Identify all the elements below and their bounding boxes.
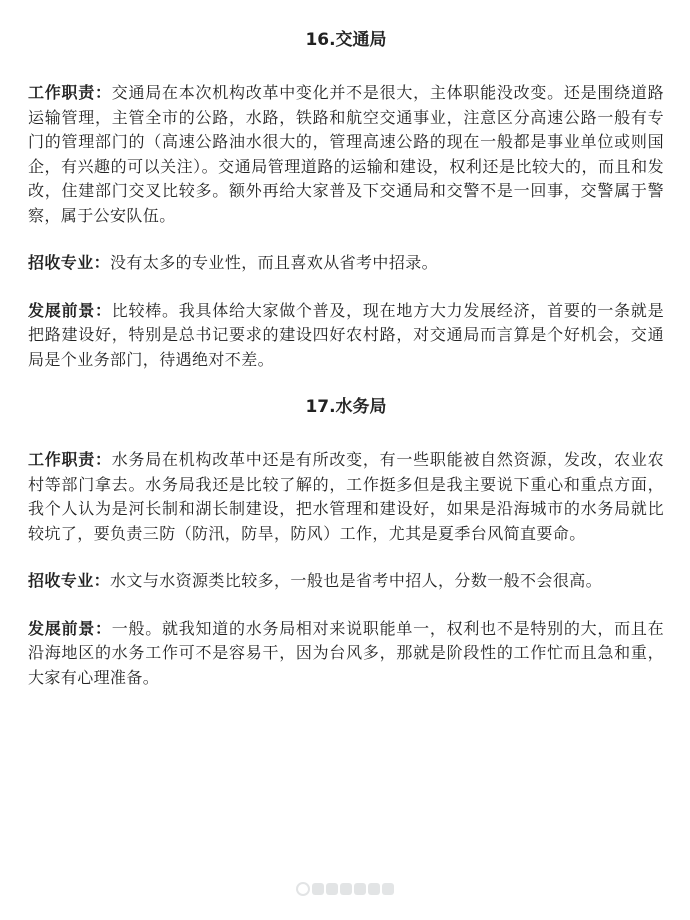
section-title: 17.水务局	[305, 397, 387, 417]
paragraph-text: 水务局在机构改革中还是有所改变，有一些职能被自然资源，发改，农业农村等部门拿去。水务局我还是比较了解的，工作挺多但是我主要说下重心和重点方面，我个人认为是河长制和湖长制建设，把水管理和建设好，如果是沿海城市的水务局就比较坑了，要负责三防（防汛，防旱，防风）工作，尤其是夏季台风简直要命。	[28, 450, 664, 543]
watermark-glyph	[340, 883, 352, 895]
paragraph-label: 发展前景：	[28, 618, 112, 638]
section-title: 16.交通局	[305, 30, 387, 50]
paragraph-label: 招收专业：	[28, 571, 111, 590]
paragraph-text: 水文与水资源类比较多，一般也是省考中招人，分数一般不会很高。	[110, 571, 603, 590]
paragraph-duties	[28, 448, 664, 546]
watermark-glyph	[368, 883, 380, 895]
watermark-glyph	[326, 883, 338, 895]
document-page	[28, 28, 664, 713]
paragraph-label: 发展前景：	[28, 300, 112, 320]
watermark	[270, 876, 420, 902]
paragraph-label: 工作职责：	[28, 450, 112, 469]
paragraph-label: 工作职责：	[28, 83, 112, 102]
watermark-glyph	[382, 883, 394, 895]
paragraph-text: 比较棒。我具体给大家做个普及，现在地方大力发展经济，首要的一条就是把路建设好，特别是总书记要求的建设四好农村路，对交通局而言算是个好机会，交通局是个业务部门，待遇绝对不差。	[28, 300, 664, 369]
section-transport-bureau	[28, 28, 664, 372]
paragraph-prospects	[28, 299, 664, 373]
paragraph-text: 交通局在本次机构改革中变化并不是很大，主体职能没改变。还是围绕道路运输管理，主管全市的公路，水路，铁路和航空交通事业，注意区分高速公路一般有专门的管理部门的（高速公路油水很大的，管理高速公路的现在一般都是事业单位或则国企，有兴趣的可以关注）。交通局管理道路的运输和建设，权利还是比较大的，而且和发改，住建部门交叉比较多。额外再给大家普及下交通局和交警不是一回事，交警属于警察，属于公安队伍。	[28, 83, 664, 225]
paragraph-majors	[28, 569, 664, 594]
paragraph-prospects	[28, 617, 664, 691]
paragraph-text: 没有太多的专业性，而且喜欢从省考中招录。	[110, 253, 439, 272]
paragraph-duties	[28, 81, 664, 228]
paragraph-text: 一般。就我知道的水务局相对来说职能单一，权利也不是特别的大，而且在沿海地区的水务工作可不是容易干，因为台风多，那就是阶段性的工作忙而且急和重，大家有心理准备。	[28, 618, 664, 687]
section-water-bureau	[28, 395, 664, 690]
paragraph-label: 招收专业：	[28, 253, 111, 272]
watermark-logo-icon	[296, 882, 310, 896]
paragraph-majors	[28, 251, 664, 276]
watermark-glyph	[354, 883, 366, 895]
watermark-glyph	[312, 883, 324, 895]
